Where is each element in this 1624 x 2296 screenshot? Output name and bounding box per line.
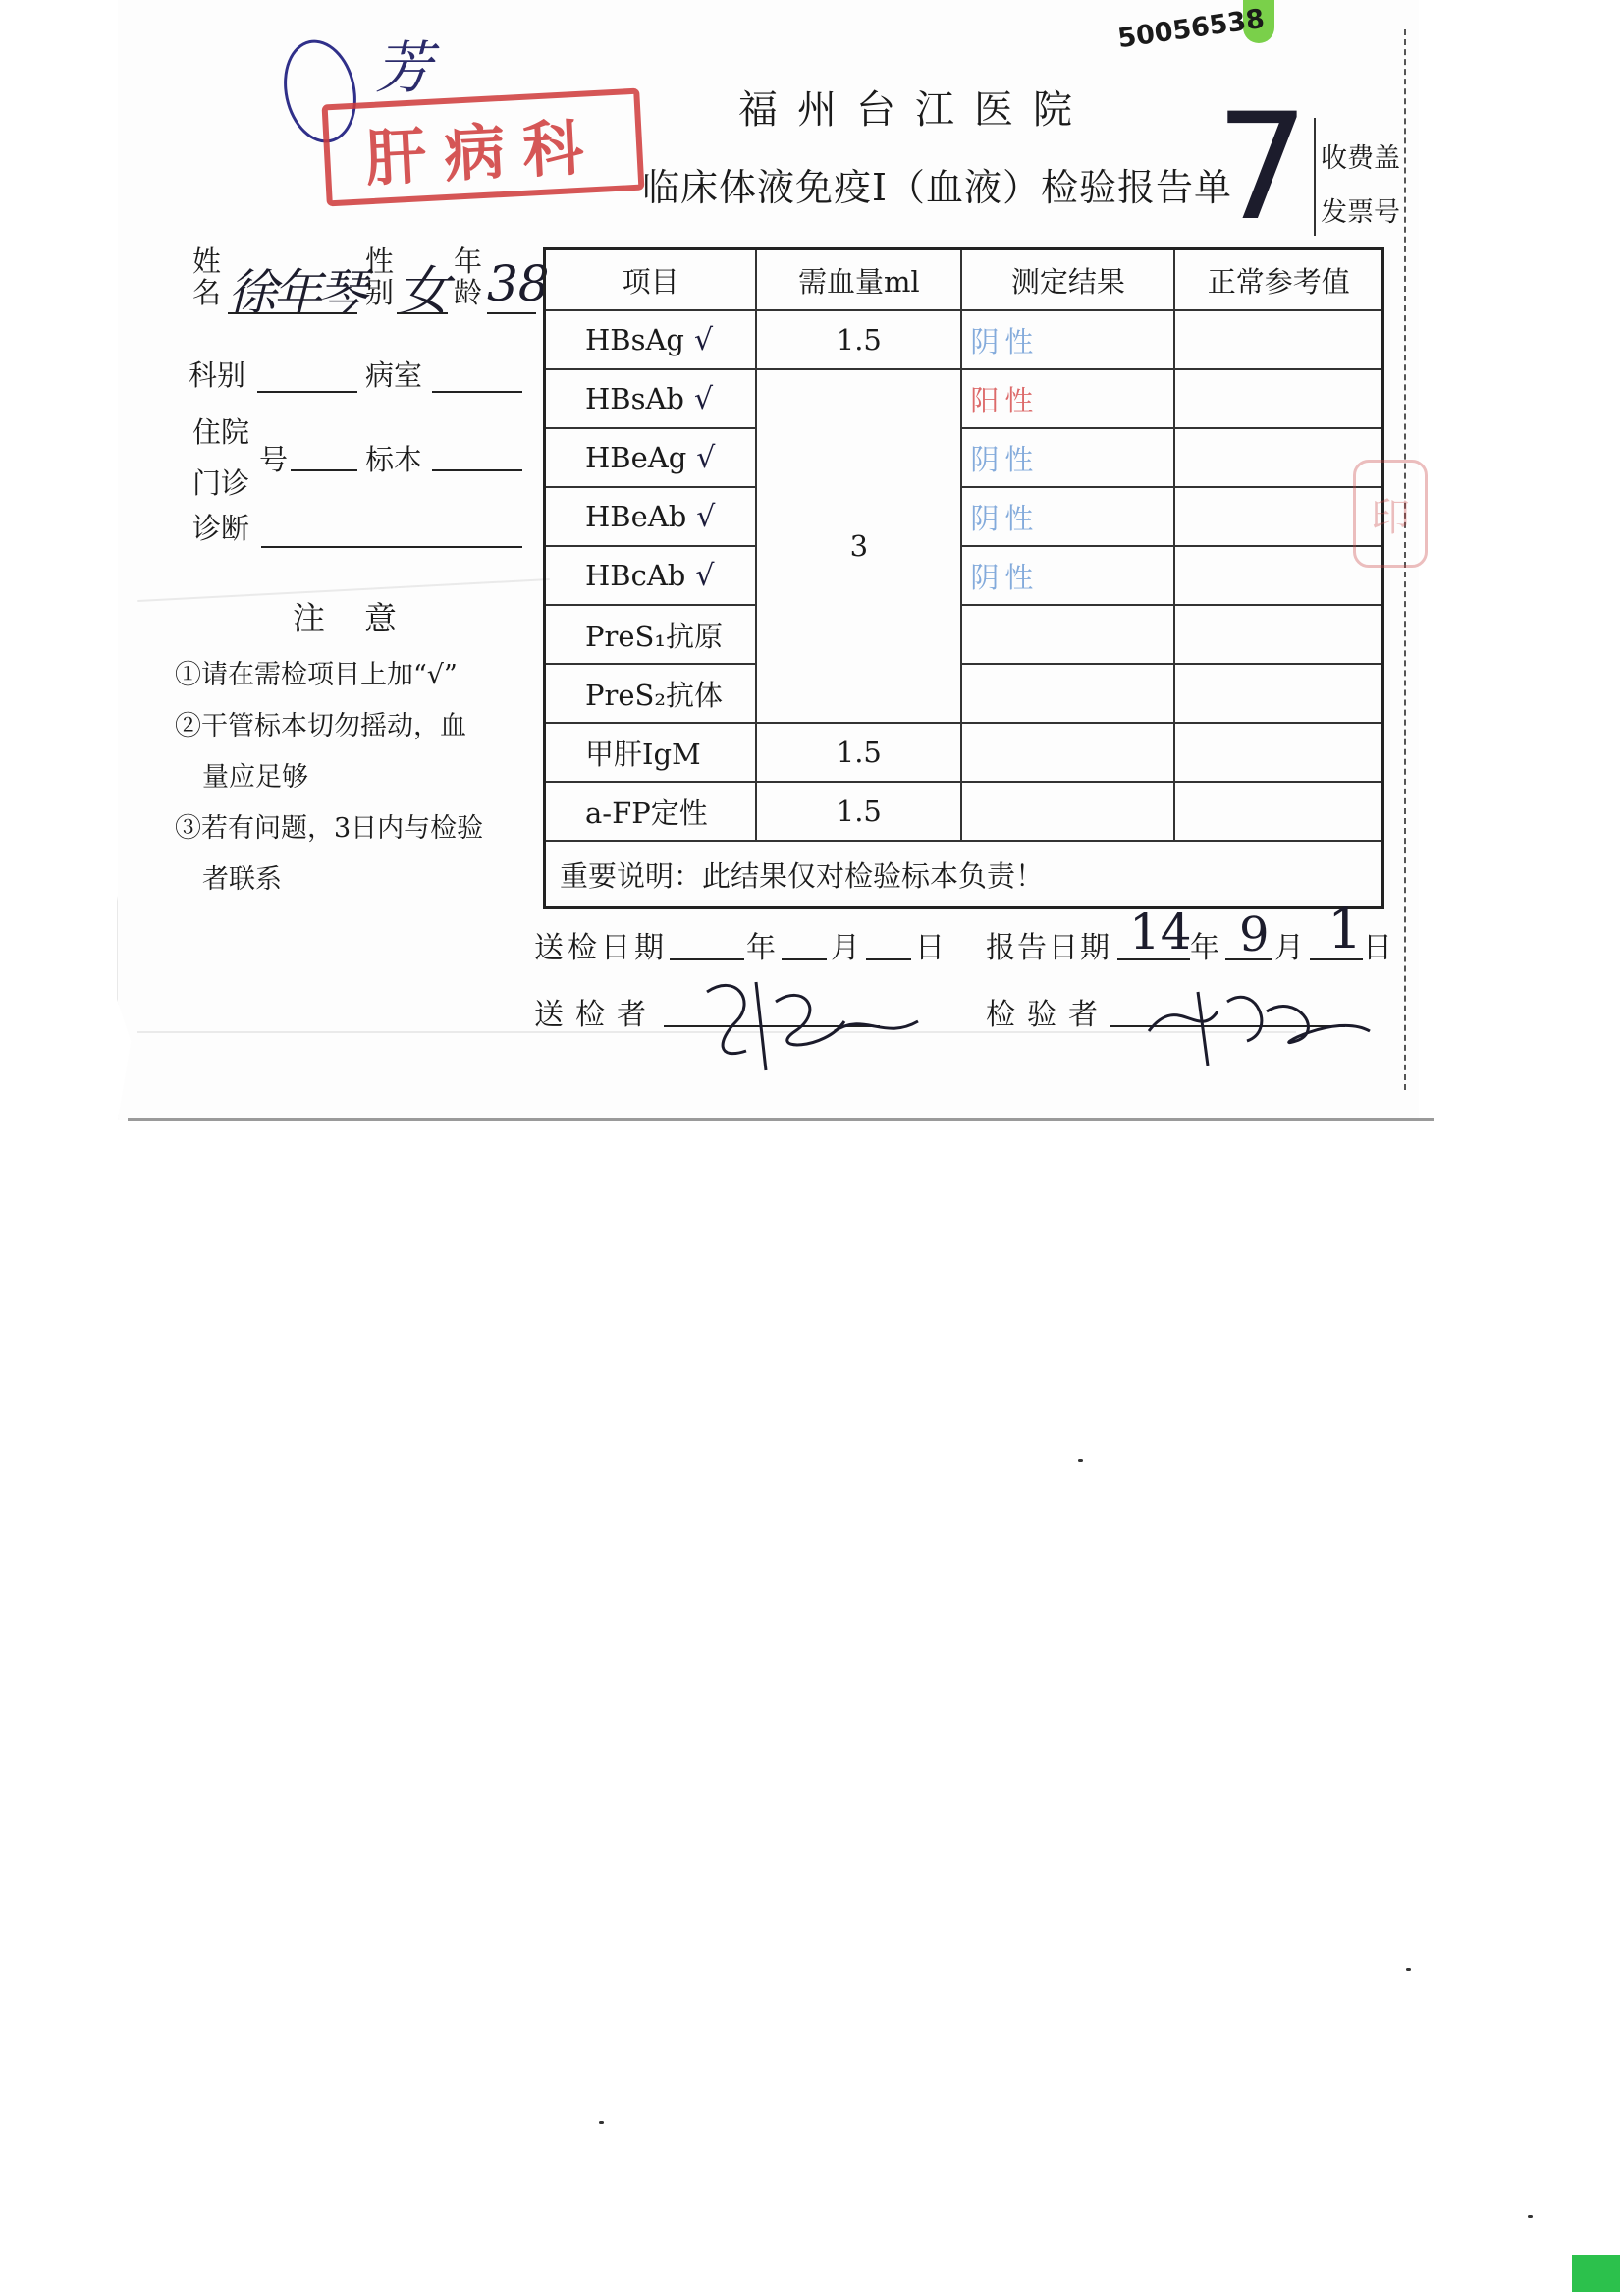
specimen-field <box>432 469 522 471</box>
item-cell: PreS₂抗体 <box>545 664 757 723</box>
item-cell: HBcAb √ <box>545 546 757 605</box>
volume-cell: 3 <box>756 369 961 723</box>
item-cell: HBsAg √ <box>545 310 757 369</box>
volume-cell: 1.5 <box>756 723 961 782</box>
notice-item: ①请在需检项目上加“√” <box>175 660 458 690</box>
notice-item: ②干管标本切勿摇动，血 <box>175 711 466 741</box>
result-cell <box>961 723 1174 782</box>
report-day-label: 日 <box>1363 931 1392 965</box>
inspector-label: 检验者 <box>986 998 1110 1032</box>
patient-name: 徐年琴 <box>228 264 363 321</box>
serial-number: 50056538 <box>1115 3 1267 55</box>
report-title: 临床体液免疫I（血液）检验报告单 <box>642 166 1233 209</box>
report-date-label: 报告日期 <box>986 931 1111 965</box>
report-month-field <box>1225 958 1272 960</box>
reference-cell <box>1174 428 1382 487</box>
reference-cell <box>1174 664 1382 723</box>
watermark-badge <box>1572 2255 1620 2292</box>
item-cell: HBeAb √ <box>545 487 757 546</box>
outpatient-label: 门诊 <box>192 466 250 500</box>
number-label: 号 <box>259 443 289 476</box>
check-mark-icon: √ <box>694 322 714 357</box>
notice-item: 者联系 <box>202 864 282 895</box>
volume-cell: 1.5 <box>756 782 961 841</box>
table-row <box>545 723 1383 782</box>
report-year-field <box>1117 958 1190 960</box>
check-mark-icon: √ <box>695 558 715 593</box>
diagnosis-label: 诊断 <box>192 512 250 545</box>
submitter-label: 送检者 <box>534 998 658 1032</box>
report-year-value: 14 <box>1129 903 1192 960</box>
report-year-label: 年 <box>1190 931 1219 965</box>
ward-field <box>432 391 522 393</box>
report-day-field <box>1310 958 1363 960</box>
item-cell: 甲肝IgM <box>545 723 757 782</box>
submit-date-label: 送检日期 <box>534 931 668 965</box>
table-row <box>545 546 1383 605</box>
scan-speck <box>1528 2215 1533 2218</box>
table-row <box>545 369 1383 428</box>
department-field <box>257 391 357 393</box>
handwritten-page-number: 7 <box>1216 82 1310 253</box>
scan-speck <box>1078 1459 1083 1462</box>
table-row <box>545 782 1383 841</box>
report-month-value: 9 <box>1239 907 1270 962</box>
number-field <box>291 469 357 471</box>
header-result: 测定结果 <box>961 249 1174 311</box>
ward-label: 病室 <box>365 358 423 392</box>
scan-speck <box>1406 1968 1411 1971</box>
report-day-value: 1 <box>1327 898 1363 961</box>
item-cell: a-FP定性 <box>545 782 757 841</box>
reference-cell <box>1174 782 1382 841</box>
check-mark-icon: √ <box>696 499 716 534</box>
reference-cell <box>1174 369 1382 428</box>
table-row <box>545 664 1383 723</box>
header-item: 项目 <box>545 249 757 311</box>
patient-age: 38 <box>487 255 550 312</box>
item-cell: PreS₁抗原 <box>545 605 757 664</box>
table-note-row <box>545 841 1383 908</box>
hospital-name: 福州台江医院 <box>738 87 1092 133</box>
submit-day-label: 日 <box>915 931 945 965</box>
notice-title: 注意 <box>293 599 436 637</box>
reference-cell <box>1174 723 1382 782</box>
submitter-signature <box>677 962 923 1080</box>
scan-speck <box>599 2121 604 2124</box>
age-label: 年龄 <box>454 245 483 309</box>
result-cell: 阴性 <box>961 487 1174 546</box>
submit-day-field <box>866 958 911 960</box>
faded-seal-stamp: 印 <box>1353 460 1428 568</box>
submit-year-field <box>670 958 744 960</box>
reference-cell <box>1174 310 1382 369</box>
submit-month-field <box>782 958 827 960</box>
result-cell: 阴性 <box>961 546 1174 605</box>
important-note: 重要说明：此结果仅对检验标本负责！ <box>545 841 1383 908</box>
fee-stamp-note: 收费盖 <box>1321 143 1400 174</box>
result-cell <box>961 664 1174 723</box>
table-header-row <box>545 249 1383 311</box>
report-month-label: 月 <box>1274 931 1304 965</box>
department-stamp: 肝病科 <box>322 88 645 207</box>
reference-cell <box>1174 605 1382 664</box>
result-cell <box>961 782 1174 841</box>
inpatient-label: 住院 <box>192 415 250 449</box>
sex-underline <box>397 312 448 314</box>
name-underline <box>228 312 357 314</box>
inspector-signature <box>1139 972 1384 1070</box>
name-label: 姓名 <box>192 245 222 309</box>
notice-item: ③若有问题，3日内与检验 <box>175 813 484 844</box>
top-left-handwriting: 芳 <box>375 34 433 101</box>
invoice-number-note: 发票号 <box>1321 197 1400 228</box>
specimen-label: 标本 <box>365 443 423 476</box>
submit-year-label: 年 <box>746 931 776 965</box>
results-table <box>543 247 1384 909</box>
reference-cell <box>1174 487 1382 546</box>
header-volume: 需血量ml <box>756 249 961 311</box>
item-cell: HBeAg √ <box>545 428 757 487</box>
result-cell: 阴性 <box>961 310 1174 369</box>
item-cell: HBsAb √ <box>545 369 757 428</box>
department-label: 科别 <box>189 358 246 392</box>
patient-sex: 女 <box>397 260 450 322</box>
table-row <box>545 310 1383 369</box>
paper-bottom-edge <box>128 1118 1434 1121</box>
reference-cell <box>1174 546 1382 605</box>
check-mark-icon: √ <box>694 381 714 416</box>
header-reference: 正常参考值 <box>1174 249 1382 311</box>
check-mark-icon: √ <box>696 440 716 475</box>
table-row <box>545 605 1383 664</box>
result-cell: 阳性 <box>961 369 1174 428</box>
notice-item: 量应足够 <box>202 762 308 793</box>
fee-divider <box>1314 118 1316 236</box>
submit-month-label: 月 <box>831 931 860 965</box>
result-cell: 阴性 <box>961 428 1174 487</box>
table-row <box>545 487 1383 546</box>
diagnosis-field <box>261 546 522 548</box>
age-underline <box>487 312 536 314</box>
result-cell <box>961 605 1174 664</box>
sex-label: 性别 <box>365 245 395 309</box>
volume-cell: 1.5 <box>756 310 961 369</box>
table-row <box>545 428 1383 487</box>
